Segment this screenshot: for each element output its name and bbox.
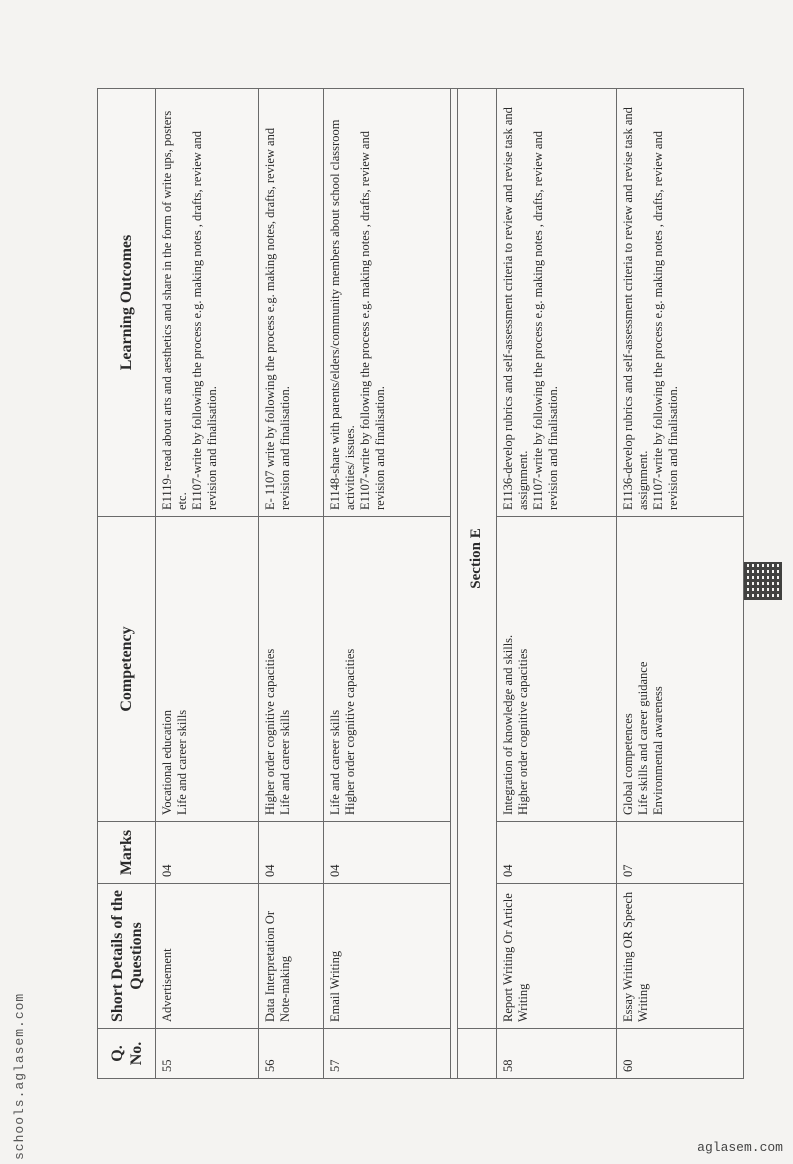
competency-line: Environmental awareness — [651, 686, 666, 815]
outcome-line: E1148-share with parents/elders/community members about school classroom activities/ issues. — [327, 119, 357, 510]
table-row — [496, 89, 616, 1079]
table-header-row — [98, 89, 156, 1079]
cell-competency — [156, 517, 259, 822]
header-details: Short Details of the Questions — [98, 884, 156, 1029]
table-row — [323, 89, 450, 1079]
bottom-watermark: aglasem.com — [697, 1140, 783, 1155]
cell-details: Advertisement — [156, 884, 259, 1029]
qr-code — [744, 562, 782, 600]
competency-line: Higher order cognitive capacities — [263, 648, 278, 815]
table-row — [156, 89, 259, 1079]
outcome-line: E- 1107 write by following the process e.g. making notes, drafts, review and revision and finalisation. — [263, 127, 293, 510]
outcome-line: E1107-write by following the process e.g. making notes , drafts, review and revision and finalisation. — [530, 131, 560, 510]
competency-line: Integration of knowledge and skills. — [500, 634, 515, 815]
competency-line: Life and career skills — [278, 709, 293, 815]
cell-qno: 60 — [617, 1029, 744, 1079]
outcome-line: E1136-develop rubrics and self-assessment criteria to review and revise task and assignment. — [500, 107, 530, 510]
cell-details: Data Interpretation Or Note-making — [259, 884, 323, 1029]
rotated-table-container — [97, 89, 744, 1079]
cell-qno: 58 — [496, 1029, 616, 1079]
header-competency: Competency — [98, 517, 156, 822]
competency-line: Life skills and career guidance — [636, 661, 651, 815]
competency-line: Life and career skills — [327, 709, 342, 815]
competency-line: Global competences — [621, 713, 636, 815]
outcome-line: E1107-write by following the process e.g. making notes , drafts, review and revision and finalisation. — [357, 131, 387, 510]
competency-line: Vocational education — [160, 710, 174, 815]
cell-qno: 56 — [259, 1029, 323, 1079]
header-outcomes: Learning Outcomes — [98, 89, 156, 517]
section-row — [458, 89, 497, 1079]
cell-competency — [496, 517, 616, 822]
header-qno: Q. No. — [98, 1029, 156, 1079]
cell-marks: 04 — [323, 822, 450, 884]
header-marks: Marks — [98, 822, 156, 884]
cell-competency — [617, 517, 744, 822]
cell-marks: 04 — [496, 822, 616, 884]
cell-outcomes — [259, 89, 323, 517]
outcome-line: E1107-write by following the process e.g. making notes , drafts, review and revision and finalisation. — [651, 131, 681, 510]
cell-qno: 57 — [323, 1029, 450, 1079]
section-e-heading: Section E — [458, 89, 497, 1029]
cell-details: Report Writing Or Article Writing — [496, 884, 616, 1029]
cell-qno: 55 — [156, 1029, 259, 1079]
table-row — [617, 89, 744, 1079]
competency-line: Life and career skills — [175, 709, 189, 815]
blueprint-table — [97, 88, 744, 1079]
cell-marks: 07 — [617, 822, 744, 884]
competency-line: Higher order cognitive capacities — [342, 648, 357, 815]
cell-outcomes — [156, 89, 259, 517]
competency-line: Higher order cognitive capacities — [515, 648, 530, 815]
cell-details: Essay Writing OR Speech Writing — [617, 884, 744, 1029]
spacer-row — [450, 89, 458, 1079]
cell-outcomes — [617, 89, 744, 517]
cell-details: Email Writing — [323, 884, 450, 1029]
cell-marks: 04 — [156, 822, 259, 884]
table-row — [259, 89, 323, 1079]
cell-competency — [323, 517, 450, 822]
outcome-line: E1119- read about arts and aesthetics and share in the form of write ups, posters etc. — [160, 110, 189, 510]
cell-marks: 04 — [259, 822, 323, 884]
cell-outcomes — [323, 89, 450, 517]
spacer-cell — [450, 89, 458, 1079]
outcome-line: E1107-write by following the process e.g. making notes , drafts, review and revision and finalisation. — [190, 131, 219, 510]
cell-competency — [259, 517, 323, 822]
outcome-line: E1136-develop rubrics and self-assessment criteria to review and revise task and assignment. — [621, 107, 651, 510]
cell-outcomes — [496, 89, 616, 517]
side-watermark: schools.aglasem.com — [12, 992, 27, 1160]
